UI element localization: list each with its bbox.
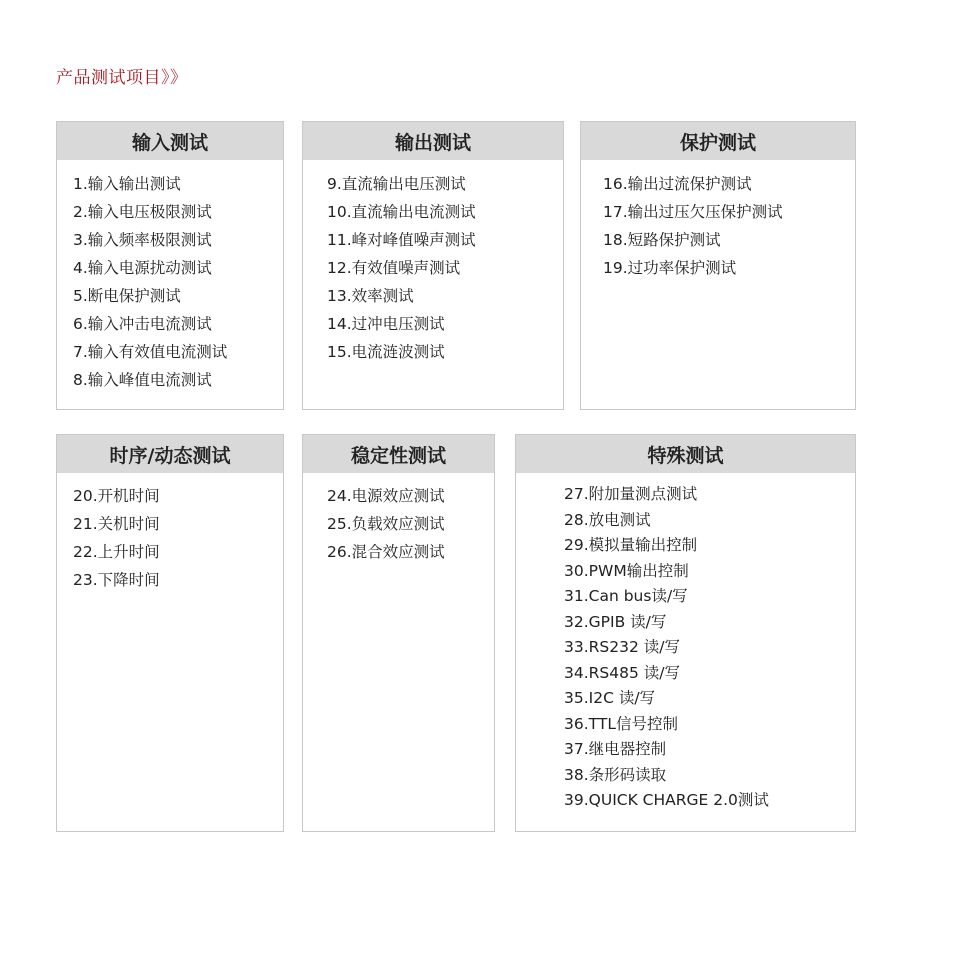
list-item: 14.过冲电压测试 [327,315,445,333]
panel-output-tests [302,121,564,410]
list-item: 1.输入输出测试 [73,175,181,193]
list-item: 24.电源效应测试 [327,487,445,505]
list-item: 4.输入电源扰动测试 [73,259,212,277]
list-item: 33.RS232 读/写 [564,638,680,656]
list-item: 36.TTL信号控制 [564,714,678,733]
list-item: 23.下降时间 [73,571,160,589]
list-item: 39.QUICK CHARGE 2.0测试 [564,791,769,809]
page-title: 产品测试项目》》 [56,68,188,88]
list-item: 19.过功率保护测试 [603,259,737,277]
list-item: 10.直流输出电流测试 [327,203,476,221]
panel-title-stability: 稳定性测试 [303,435,494,473]
panel-special-tests [515,434,856,832]
list-item: 32.GPIB 读/写 [564,612,667,631]
list-item: 26.混合效应测试 [327,543,445,561]
list-item: 27.附加量测点测试 [564,485,698,503]
test-list-special [516,473,855,814]
list-item: 6.输入冲击电流测试 [73,315,212,333]
panel-title-output: 输出测试 [303,122,563,160]
list-item: 12.有效值噪声测试 [327,259,461,277]
list-item: 16.输出过流保护测试 [603,175,752,193]
list-item: 34.RS485 读/写 [564,663,680,682]
test-list-timing [57,473,283,594]
test-list-protection [581,160,855,282]
panel-title-protection: 保护测试 [581,122,855,160]
panel-title-timing: 时序/动态测试 [57,435,283,473]
list-item: 2.输入电压极限测试 [73,203,212,221]
list-item: 7.输入有效值电流测试 [73,343,228,361]
list-item: 31.Can bus读/写 [564,587,688,605]
list-item: 29.模拟量输出控制 [564,536,698,554]
list-item: 30.PWM输出控制 [564,561,689,580]
list-item: 22.上升时间 [73,543,160,561]
panel-title-input: 输入测试 [57,122,283,160]
list-item: 37.继电器控制 [564,740,667,758]
panel-stability-tests [302,434,495,832]
list-item: 8.输入峰值电流测试 [73,371,212,389]
panel-title-special: 特殊测试 [516,435,855,473]
list-item: 18.短路保护测试 [603,231,721,249]
list-item: 35.I2C 读/写 [564,689,656,707]
list-item: 21.关机时间 [73,515,160,533]
test-list-output [303,160,563,366]
list-item: 11.峰对峰值噪声测试 [327,231,476,249]
list-item: 9.直流输出电压测试 [327,175,466,193]
list-item: 15.电流涟波测试 [327,343,445,361]
panel-input-tests [56,121,284,410]
panel-timing-dynamic-tests [56,434,284,832]
test-list-input [57,160,283,394]
list-item: 3.输入频率极限测试 [73,231,212,249]
list-item: 5.断电保护测试 [73,287,181,305]
list-item: 28.放电测试 [564,510,651,529]
list-item: 38.条形码读取 [564,765,667,784]
list-item: 20.开机时间 [73,487,160,505]
list-item: 13.效率测试 [327,287,414,305]
test-list-stability [303,473,494,566]
list-item: 17.输出过压欠压保护测试 [603,203,783,221]
panel-protection-tests [580,121,856,410]
list-item: 25.负载效应测试 [327,515,445,533]
